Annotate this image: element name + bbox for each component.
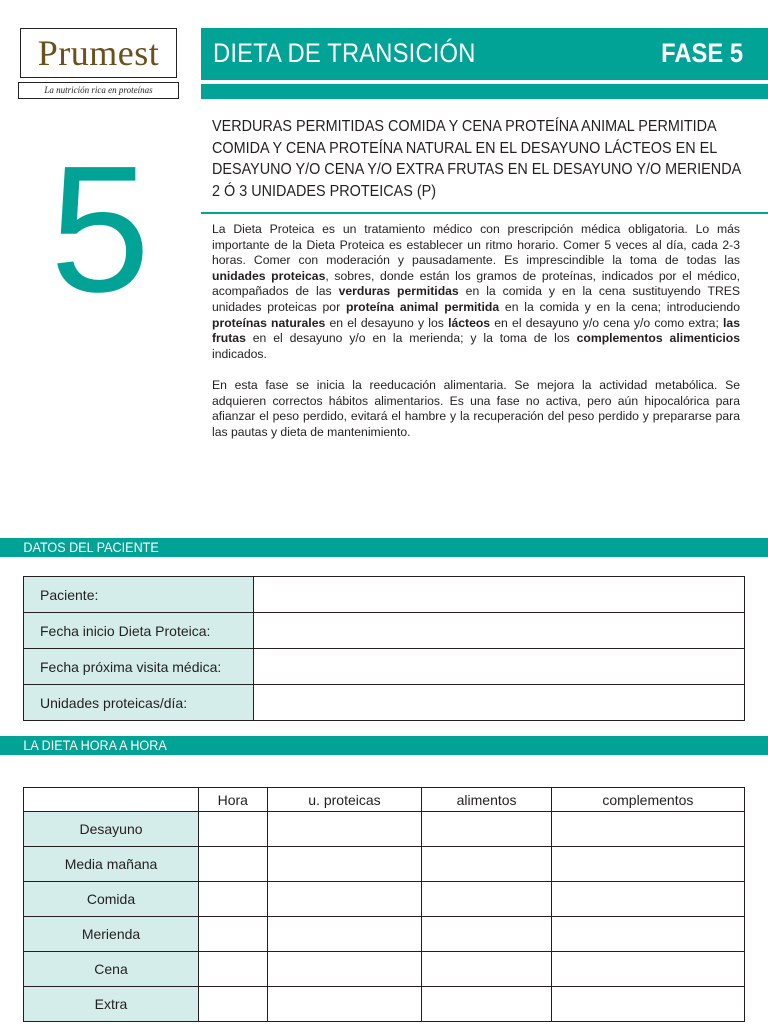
schedule-cell[interactable] <box>199 812 268 847</box>
patient-section-bar <box>0 538 768 557</box>
schedule-cell[interactable] <box>422 952 551 987</box>
patient-value-field[interactable] <box>254 577 745 613</box>
meal-label: Desayuno <box>24 812 199 847</box>
schedule-cell[interactable] <box>551 847 744 882</box>
logo-name: Prumest <box>37 33 160 73</box>
column-header: Hora <box>199 788 268 812</box>
patient-label: Unidades proteicas/día: <box>24 685 254 721</box>
schedule-cell[interactable] <box>551 987 744 1022</box>
schedule-section-title: LA DIETA HORA A HORA <box>23 737 167 753</box>
phase-number: 5 <box>50 129 151 330</box>
table-row <box>24 987 745 1022</box>
page-title: DIETA DE TRANSICIÓN <box>213 38 476 68</box>
description-paragraph-1: La Dieta Proteica es un tratamiento médico con prescripción médica obligatoria. Lo más importante de la Dieta Proteica es establecer un ritmo horario. Comer 5 veces al día, cada 2-3 horas. Comer con moderación y pausadamente. Es imprescindible la toma de todas las unidades proteicas, sobres, donde están los gramos de proteínas, indicados por el médico, acompañados de las verduras permitidas en la comida y en la cena sustituyendo TRES unidades proteicas por proteína animal permitida en la comida y en la cena; introduciendo proteínas naturales en el desayuno y los lácteos en el desayuno y/o cena y/o como extra; las frutas en el desayuno y/o en la merienda; y la toma de los complementos alimenticios indicados. <box>212 222 740 361</box>
schedule-cell[interactable] <box>551 952 744 987</box>
corner-cell <box>24 788 199 812</box>
schedule-cell[interactable] <box>267 882 422 917</box>
schedule-cell[interactable] <box>551 812 744 847</box>
table-row <box>24 847 745 882</box>
schedule-cell[interactable] <box>199 952 268 987</box>
schedule-cell[interactable] <box>551 882 744 917</box>
schedule-cell[interactable] <box>422 812 551 847</box>
schedule-cell[interactable] <box>199 917 268 952</box>
patient-value-field[interactable] <box>254 649 745 685</box>
table-row <box>24 917 745 952</box>
schedule-cell[interactable] <box>267 952 422 987</box>
meal-label: Comida <box>24 882 199 917</box>
table-header-row <box>24 788 745 812</box>
phase-label: FASE 5 <box>661 38 743 68</box>
patient-value-field[interactable] <box>254 613 745 649</box>
patient-value-field[interactable] <box>254 685 745 721</box>
table-row <box>24 812 745 847</box>
description-paragraph-2: En esta fase se inicia la reeducación alimentaria. Se mejora la actividad metabólica. Se adquieren correctos hábitos alimentarios. Es una fase no activa, pero aún hipocalórica para afianzar el peso perdido, evitará el hambre y la recuperación del peso perdido y prepararse para las pautas y dieta de mantenimiento. <box>212 378 740 439</box>
table-row <box>24 882 745 917</box>
schedule-cell[interactable] <box>551 917 744 952</box>
intro-divider <box>201 212 768 214</box>
schedule-cell[interactable] <box>422 917 551 952</box>
brand-logo <box>20 28 177 78</box>
title-bar <box>201 28 768 80</box>
schedule-cell[interactable] <box>199 847 268 882</box>
meal-label: Cena <box>24 952 199 987</box>
schedule-cell[interactable] <box>267 847 422 882</box>
column-header: u. proteicas <box>267 788 422 812</box>
schedule-cell[interactable] <box>422 847 551 882</box>
schedule-section-bar <box>0 736 768 755</box>
table-row <box>24 649 745 685</box>
patient-table <box>23 576 745 721</box>
schedule-cell[interactable] <box>422 882 551 917</box>
meal-label: Merienda <box>24 917 199 952</box>
table-row <box>24 952 745 987</box>
schedule-cell[interactable] <box>267 812 422 847</box>
schedule-cell[interactable] <box>267 987 422 1022</box>
table-row <box>24 613 745 649</box>
patient-label: Fecha inicio Dieta Proteica: <box>24 613 254 649</box>
schedule-cell[interactable] <box>199 882 268 917</box>
table-row <box>24 685 745 721</box>
schedule-cell[interactable] <box>267 917 422 952</box>
logo-tagline: La nutrición rica en proteínas <box>18 82 179 99</box>
column-header: alimentos <box>422 788 551 812</box>
patient-section-title: DATOS DEL PACIENTE <box>23 539 159 555</box>
meal-label: Extra <box>24 987 199 1022</box>
meal-label: Media mañana <box>24 847 199 882</box>
schedule-cell[interactable] <box>422 987 551 1022</box>
patient-label: Fecha próxima visita médica: <box>24 649 254 685</box>
patient-label: Paciente: <box>24 577 254 613</box>
schedule-cell[interactable] <box>199 987 268 1022</box>
intro-heading: VERDURAS PERMITIDAS COMIDA Y CENA PROTEÍNA ANIMAL PERMITIDA COMIDA Y CENA PROTEÍNA NATURAL EN EL DESAYUNO LÁCTEOS EN EL DESAYUNO Y/O CENA Y/O EXTRA FRUTAS EN EL DESAYUNO Y/O MERIENDA 2 Ó 3 UNIDADES PROTEICAS (P) <box>212 118 741 200</box>
table-row <box>24 577 745 613</box>
title-sub-bar <box>201 84 768 99</box>
column-header: complementos <box>551 788 744 812</box>
schedule-table <box>23 787 745 1022</box>
